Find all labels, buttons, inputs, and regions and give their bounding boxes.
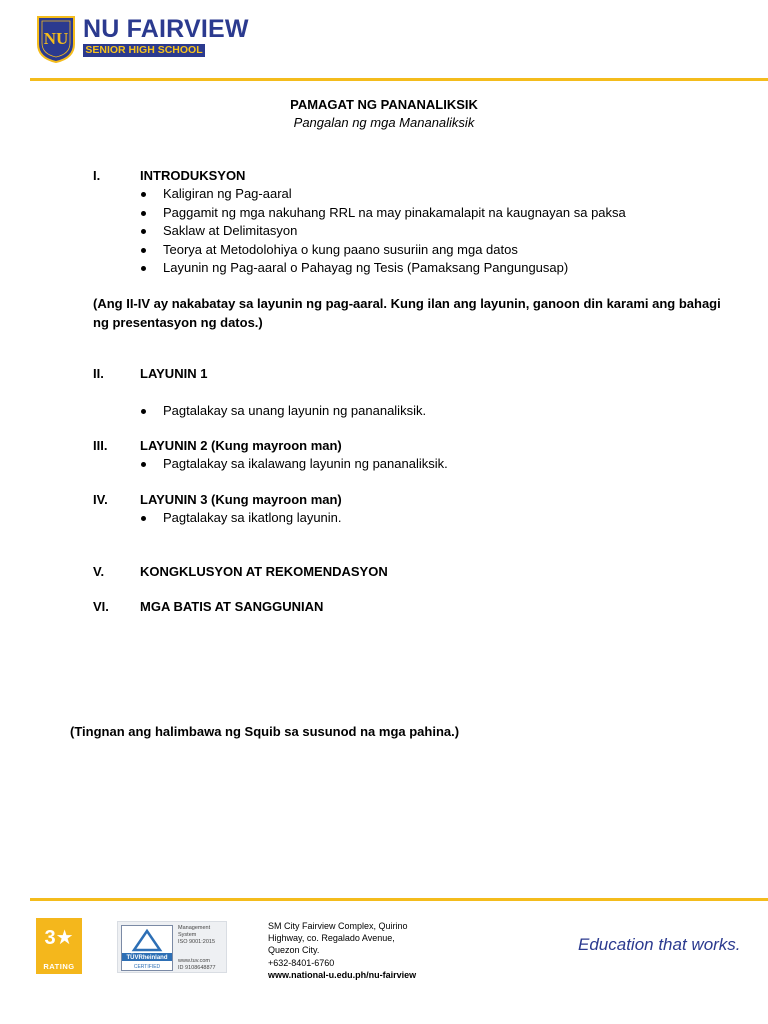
list-item: Teorya at Metodolohiya o kung paano susuriin ang mga datos [93,241,626,260]
bullet-list [93,455,448,474]
bullet-icon [141,192,146,197]
bullet-list [93,185,626,278]
rating-value: 3★ [44,927,74,949]
section-layunin-2 [93,437,448,474]
tagline: Education that works. [578,935,741,954]
section-number: I. [93,168,101,183]
website-link[interactable]: www.national-u.edu.ph/nu-fairview [268,969,417,980]
section-layunin-3 [93,491,342,528]
school-address [268,920,416,981]
logo-text: NU [43,29,69,48]
list-item: Pagtalakay sa unang layunin ng pananaliksik. [93,402,426,421]
title-block [0,96,768,132]
nu-shield-logo-icon [35,14,77,64]
brand-name: NU FAIRVIEW [83,15,249,43]
section-number: IV. [93,492,108,507]
cert-brand: TÜVRheinland [126,955,168,961]
section-heading [93,491,342,509]
list-item: Paggamit ng mga nakuhang RRL na may pinakamalapit na kaugnayan sa paksa [93,204,626,223]
bullet-icon [141,516,146,521]
section-number: V. [93,564,105,579]
bullet-icon [141,409,146,414]
section-number: VI. [93,599,109,614]
section-layunin-1 [93,365,426,421]
section-title: LAYUNIN 3 (Kung mayroon man) [140,492,342,507]
rating-badge [36,918,82,974]
section-title: LAYUNIN 2 (Kung mayroon man) [140,438,342,453]
section-title: MGA BATIS AT SANGGUNIAN [140,599,324,614]
cert-details: Management System ISO 9001:2015 www.tuv.com ID 9108648877 [178,925,216,971]
section-title: KONGKLUSYON AT REKOMENDASYON [140,564,388,579]
section-number: II. [93,366,104,381]
cert-label: CERTIFIED [133,964,161,970]
bullet-icon [141,462,146,467]
tuv-certification-badge [117,921,227,973]
tuv-logo [121,925,173,971]
bullet-icon [141,266,146,271]
bullet-icon [141,211,146,216]
section-number: III. [93,438,108,453]
section-heading [93,365,426,383]
objectives-note: (Ang II-IV ay nakabatay sa layunin ng pag-aaral. Kung ilan ang layunin, ganoon din karami ang bahagi ng presentasyon ng datos.) [93,296,721,330]
phone-number: +632-8401-6760 [268,957,335,968]
tuv-triangle-icon [122,926,172,970]
document-title: PAMAGAT NG PANANALIKSIK [290,97,478,112]
rating-label: RATING [43,962,75,971]
brand-subtitle: SENIOR HIGH SCHOOL [83,44,205,57]
page-header [0,0,768,82]
header-divider [30,78,768,81]
section-introduksyon [93,167,626,278]
list-item: Saklaw at Delimitasyon [93,222,626,241]
section-heading [93,167,626,185]
list-item: Kaligiran ng Pag-aaral [93,185,626,204]
bullet-icon [141,229,146,234]
footer-divider [30,898,768,901]
section-title: INTRODUKSYON [140,168,246,183]
section-heading [93,437,448,455]
list-item: Layunin ng Pag-aaral o Pahayag ng Tesis (Pamaksang Pangungusap) [93,259,626,278]
address-line: SM City Fairview Complex, Quirino [268,921,408,931]
address-line: Highway, co. Regalado Avenue, [268,933,395,944]
list-item: Pagtalakay sa ikalawang layunin ng pananaliksik. [93,455,448,474]
document-author: Pangalan ng mga Mananaliksik [293,115,475,130]
bullet-list [93,402,426,421]
bullet-icon [141,248,146,253]
section-title: LAYUNIN 1 [140,366,208,381]
list-item: Pagtalakay sa ikatlong layunin. [93,509,342,528]
bullet-list [93,509,342,528]
address-line: Quezon City. [268,945,320,956]
closing-note: (Tingnan ang halimbawa ng Squib sa susunod na mga pahina.) [70,724,460,739]
